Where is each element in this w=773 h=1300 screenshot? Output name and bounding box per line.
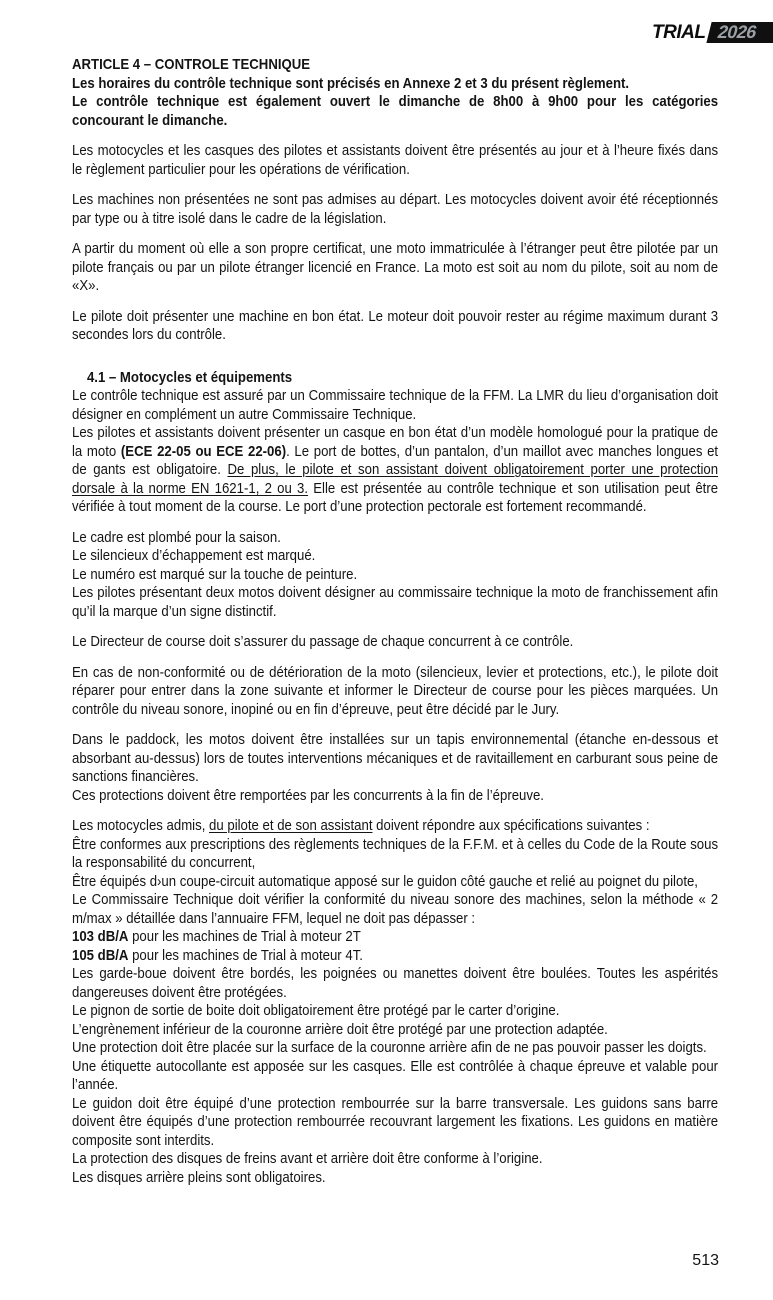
text-run: Le Directeur de course doit s’assurer du passage de chaque concurrent à ce contrôle. xyxy=(72,633,574,650)
text-run: Le Commissaire Technique doit vérifier la conformité du niveau sonore des machines, selon la méthode « 2 m/max » détaillée dans l’annuaire FFM, lequel ne doit pas dépasser : xyxy=(72,891,719,927)
text-run: Le silencieux d’échappement est marqué. xyxy=(72,547,316,564)
logo-trial-text: TRIAL xyxy=(652,22,706,43)
text-run: En cas de non-conformité ou de détérioration de la moto (silencieux, levier et protections, etc.), le pilote doit réparer pour entrer dans la zone suivante et informer le Directeur de course pour les pièces marquées. Un contrôle du niveau sonore, inopiné ou en fin d’épreuve, peut être décidé par le Jury. xyxy=(72,663,719,718)
paragraph xyxy=(72,93,718,130)
text-run: La protection des disques de freins avant et arrière doit être conforme à l’origine. xyxy=(72,1150,543,1167)
text-run: Les disques arrière pleins sont obligatoires. xyxy=(72,1168,326,1186)
text-run: (ECE 22-05 ou ECE 22-06) xyxy=(120,442,287,460)
text-run: Les motocycles admis, xyxy=(72,817,210,834)
text-run: Être conformes aux prescriptions des règlements techniques de la F.F.M. et à celles du Code de la Route sous la responsabilité du concurrent, xyxy=(72,835,719,871)
text-run: doivent répondre aux spécifications suivantes : xyxy=(372,817,650,834)
paragraph xyxy=(72,836,718,873)
paragraph-block xyxy=(72,56,718,130)
text-run: Le numéro est marqué sur la touche de peinture. xyxy=(72,565,358,583)
paragraph-block xyxy=(72,369,718,517)
text-run: Les pilotes présentant deux motos doivent désigner au commissaire technique la moto de franchissement afin qu’il la marque d’un signe distinctif. xyxy=(72,584,719,620)
text-run: Le pilote doit présenter une machine en bon état. Le moteur doit pouvoir rester au régime maximum durant 3 secondes lors du contrôle. xyxy=(72,307,719,343)
text-run: 4.1 – Motocycles et équipements xyxy=(86,368,293,386)
paragraph xyxy=(72,1002,718,1021)
document-body xyxy=(72,56,718,1187)
paragraph xyxy=(72,731,718,787)
text-run: 105 dB/A xyxy=(72,946,129,964)
paragraph xyxy=(72,664,718,720)
paragraph xyxy=(72,387,718,424)
logo-year-text: 2026 xyxy=(716,22,760,42)
paragraph xyxy=(72,891,718,928)
text-run: Le cadre est plombé pour la saison. xyxy=(72,528,281,546)
paragraph xyxy=(72,1058,718,1095)
text-run: Être équipés d›un coupe-circuit automatique apposé sur le guidon côté gauche et relié au poignet du pilote, xyxy=(72,872,698,890)
logo-year-badge xyxy=(707,22,773,43)
paragraph-block xyxy=(72,240,718,296)
paragraph xyxy=(72,873,718,892)
text-run: Une protection doit être placée sur la surface de la couronne arrière afin de ne pas pouvoir passer les doigts. xyxy=(72,1039,707,1056)
paragraph xyxy=(72,1021,718,1040)
paragraph xyxy=(72,928,718,947)
paragraph xyxy=(72,584,718,621)
text-run: . Le port de bottes, d’un pantalon, d’un maillot avec manches longues et de gants est obligatoire. xyxy=(72,442,719,478)
text-run: A partir du moment où elle a son propre certificat, une moto immatriculée à l’étranger peut être pilotée par un pilote français ou par un pilote étranger licencié en France. La moto est soit au nom du pilote, soit au nom de «X». xyxy=(72,240,719,294)
paragraph xyxy=(72,56,718,75)
trial-2026-logo xyxy=(652,22,773,43)
text-run: du pilote et de son assistant xyxy=(209,817,373,834)
paragraph xyxy=(72,529,718,548)
text-run: ARTICLE 4 – CONTROLE TECHNIQUE xyxy=(72,56,311,73)
paragraph xyxy=(72,1169,718,1188)
page-number: 513 xyxy=(692,1252,719,1269)
paragraph xyxy=(72,1039,718,1058)
paragraph xyxy=(72,369,718,388)
text-run: Les motocycles et les casques des pilotes et assistants doivent être présentés au jour et à l’heure fixés dans le règlement particulier pour les opérations de vérification. xyxy=(72,142,719,178)
text-run: Le guidon doit être équipé d’une protection rembourrée sur la barre transversale. Les guidons sans barre doivent être équipés d’une protection rembourrée recouvrant largement les fixations. Les guidons en matière composite sont interdits. xyxy=(72,1094,719,1149)
text-run: L’engrènement inférieur de la couronne arrière doit être protégé par une protection adaptée. xyxy=(72,1020,608,1038)
text-run: Les pilotes et assistants doivent présenter un casque en bon état d’un modèle homologué pour la pratique de la moto xyxy=(72,424,719,460)
text-run: Le pignon de sortie de boite doit obligatoirement être protégé par le carter d’origine. xyxy=(72,1002,560,1019)
paragraph xyxy=(72,75,718,94)
text-run: Les horaires du contrôle technique sont précisés en Annexe 2 et 3 du présent règlement. xyxy=(72,74,630,92)
text-run: De plus, le pilote et son assistant doivent obligatoirement porter une protection dorsale à la norme EN 1621-1, 2 ou 3. xyxy=(72,461,719,497)
paragraph xyxy=(72,308,718,345)
text-run: Elle est présentée au contrôle technique et son utilisation peut être vérifiée à tout moment de la course. Le port d’une protection pectorale est fortement recommandé. xyxy=(72,479,719,515)
paragraph-block xyxy=(72,529,718,622)
text-run: Les garde-boue doivent être bordés, les poignées ou manettes doivent être boulées. Toutes les aspérités dangereuses doivent être protégées. xyxy=(72,965,719,1001)
paragraph xyxy=(72,142,718,179)
paragraph xyxy=(72,566,718,585)
text-run: Le contrôle technique est assuré par un Commissaire technique de la FFM. La LMR du lieu d’organisation doit désigner en complément un autre Commissaire Technique. xyxy=(72,387,719,423)
paragraph-block xyxy=(72,191,718,228)
paragraph-block xyxy=(72,633,718,652)
paragraph-block xyxy=(72,817,718,1187)
paragraph xyxy=(72,817,718,836)
paragraph-block xyxy=(72,731,718,805)
text-run: Dans le paddock, les motos doivent être installées sur un tapis environnemental (étanche en-dessous et absorbant au-dessus) lors de toutes interventions mécaniques et de ravitaillement en carburant sous peine de sanctions financières. xyxy=(72,731,719,785)
paragraph xyxy=(72,240,718,296)
paragraph xyxy=(72,965,718,1002)
paragraph xyxy=(72,1095,718,1151)
text-run: pour les machines de Trial à moteur 2T xyxy=(128,928,361,945)
paragraph xyxy=(72,547,718,566)
paragraph-block xyxy=(72,308,718,345)
text-run: pour les machines de Trial à moteur 4T. xyxy=(128,946,363,964)
paragraph xyxy=(72,191,718,228)
text-run: Les machines non présentées ne sont pas admises au départ. Les motocycles doivent avoir été réceptionnés par type ou à titre isolé dans le cadre de la législation. xyxy=(72,191,719,227)
text-run: Ces protections doivent être remportées par les concurrents à la fin de l’épreuve. xyxy=(72,786,544,804)
text-run: Une étiquette autocollante est apposée sur les casques. Elle est contrôlée à chaque épreuve et valable pour l’année. xyxy=(72,1057,719,1093)
paragraph xyxy=(72,633,718,652)
paragraph xyxy=(72,787,718,806)
paragraph-block xyxy=(72,142,718,179)
paragraph xyxy=(72,424,718,517)
text-run: 103 dB/A xyxy=(72,928,129,945)
paragraph xyxy=(72,947,718,966)
text-run: Le contrôle technique est également ouvert le dimanche de 8h00 à 9h00 pour les catégories concourant le dimanche. xyxy=(72,93,719,129)
paragraph xyxy=(72,1150,718,1169)
paragraph-block xyxy=(72,664,718,720)
